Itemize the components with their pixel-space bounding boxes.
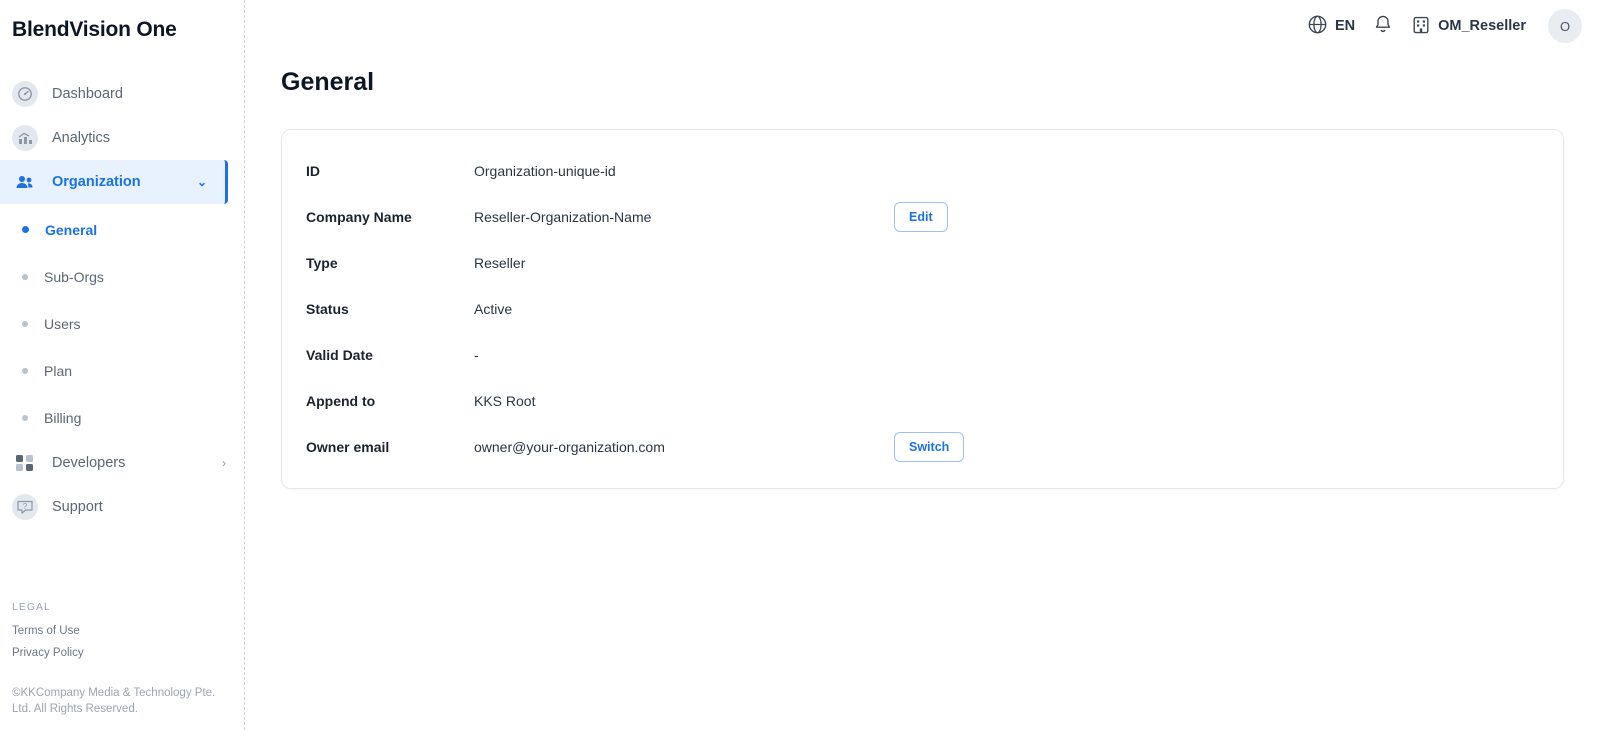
users-icon — [12, 169, 38, 195]
sidebar-item-label: Analytics — [52, 130, 111, 146]
row-action — [894, 202, 948, 232]
sidebar-item-label: Organization — [52, 174, 141, 190]
row-label: Append to — [306, 393, 376, 409]
sidebar-subitem-label: Plan — [44, 362, 73, 379]
chevron-down-icon[interactable]: ⌄ — [196, 175, 207, 189]
legal-section — [12, 601, 227, 718]
sidebar-item-label: Developers — [52, 455, 126, 471]
sidebar-subitem-label: General — [45, 221, 98, 238]
topbar — [245, 0, 1600, 52]
row-value: KKS Root — [474, 393, 536, 409]
sidebar-item-dashboard[interactable] — [0, 72, 244, 116]
bullet-icon — [22, 226, 29, 233]
legal-heading: LEGAL — [12, 600, 51, 613]
sidebar-item-plan[interactable] — [0, 347, 244, 394]
table-row — [282, 286, 1563, 332]
terms-of-use-link[interactable]: Terms of Use — [12, 624, 80, 637]
sidebar-subitem-label: Sub-Orgs — [44, 268, 104, 285]
bullet-icon — [22, 274, 28, 280]
sidebar-item-general[interactable] — [0, 206, 244, 253]
sidebar-item-support[interactable] — [0, 485, 244, 529]
bullet-icon — [22, 321, 28, 327]
table-row — [282, 148, 1563, 194]
row-label: Company Name — [306, 209, 412, 225]
sidebar — [0, 0, 245, 730]
svg-text:?: ? — [22, 502, 28, 511]
brand-logo: BlendVision One — [12, 18, 177, 41]
chevron-right-icon[interactable]: › — [222, 456, 226, 470]
gauge-icon — [12, 81, 38, 107]
row-value: Organization-unique-id — [474, 163, 616, 179]
edit-company-name-button[interactable]: Edit — [894, 202, 948, 232]
sidebar-subitem-label: Billing — [44, 409, 82, 426]
table-row — [282, 378, 1563, 424]
row-label: ID — [306, 163, 320, 179]
sidebar-subnav-organization — [0, 206, 244, 441]
grid-icon — [12, 450, 38, 476]
privacy-policy-link[interactable]: Privacy Policy — [12, 646, 84, 659]
row-label: Type — [306, 255, 338, 271]
sidebar-item-analytics[interactable] — [0, 116, 244, 160]
sidebar-item-label: Dashboard — [52, 86, 123, 102]
row-label: Valid Date — [306, 347, 373, 363]
row-label: Owner email — [306, 439, 390, 455]
switch-owner-email-button[interactable]: Switch — [894, 432, 964, 462]
sidebar-item-organization[interactable] — [0, 160, 228, 204]
language-selector[interactable] — [1307, 14, 1355, 38]
sidebar-item-sub-orgs[interactable] — [0, 253, 244, 300]
row-value: Active — [474, 301, 513, 317]
row-action — [894, 432, 964, 462]
row-label: Status — [306, 301, 349, 317]
notifications-button[interactable] — [1373, 14, 1393, 38]
organization-name: OM_Reseller — [1438, 18, 1526, 34]
table-row — [282, 194, 1563, 240]
bullet-icon — [22, 368, 28, 374]
row-value: owner@your-organization.com — [474, 439, 665, 455]
avatar[interactable]: O — [1548, 9, 1582, 43]
row-value: Reseller — [474, 255, 526, 271]
sidebar-item-developers[interactable] — [0, 441, 244, 485]
page-title: General — [281, 68, 375, 96]
copyright-text: ©KKCompany Media & Technology Pte. Ltd. All Rights Reserved. — [12, 686, 216, 716]
sidebar-item-users[interactable] — [0, 300, 244, 347]
globe-icon — [1307, 14, 1328, 38]
sidebar-subitem-label: Users — [44, 315, 81, 332]
row-value: - — [474, 347, 479, 363]
row-value: Reseller-Organization-Name — [474, 209, 652, 225]
bullet-icon — [22, 415, 28, 421]
general-details-card — [281, 129, 1564, 489]
bar-chart-icon — [12, 125, 38, 151]
sidebar-item-label: Support — [52, 499, 103, 515]
question-icon — [12, 494, 38, 520]
table-row — [282, 240, 1563, 286]
language-label: EN — [1334, 18, 1356, 34]
building-icon — [1411, 15, 1431, 38]
bell-icon — [1373, 14, 1393, 38]
sidebar-item-billing[interactable] — [0, 394, 244, 441]
table-row — [282, 332, 1563, 378]
table-row — [282, 424, 1563, 470]
main-content — [245, 0, 1600, 730]
sidebar-nav — [0, 72, 244, 529]
organization-switcher[interactable] — [1411, 15, 1526, 38]
